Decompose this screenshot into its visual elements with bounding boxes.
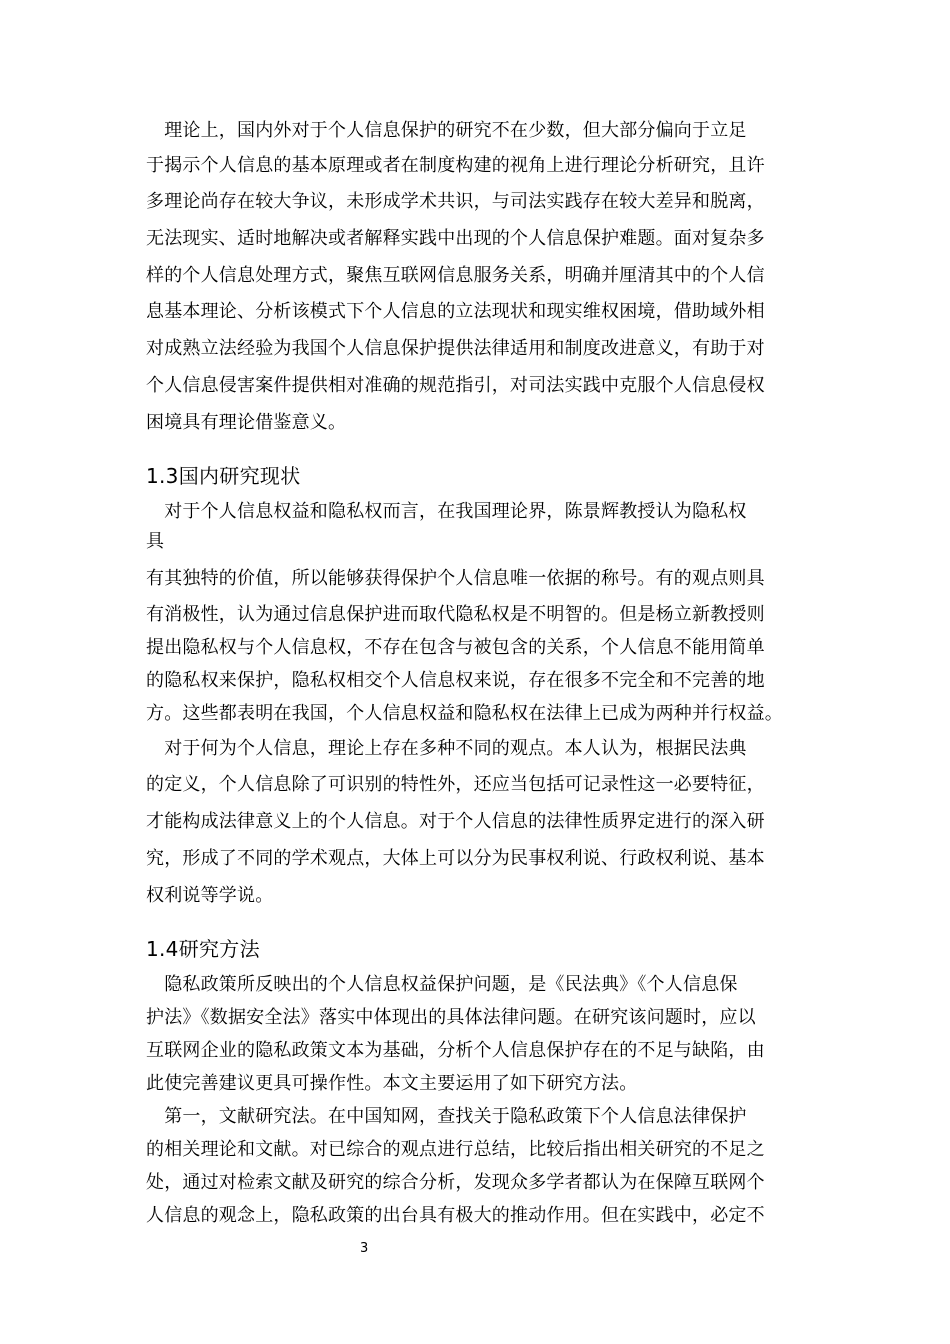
paragraph-line: 样的个人信息处理方式，聚焦互联网信息服务关系，明确并厘清其中的个人信: [146, 265, 765, 286]
paragraph-line: 对于何为个人信息，理论上存在多种不同的观点。本人认为，根据民法典: [146, 738, 747, 759]
page-number: 3: [360, 1241, 369, 1256]
paragraph-line: 的定义，个人信息除了可识别的特性外，还应当包括可记录性这一必要特征，: [146, 774, 765, 795]
paragraph-line: 有其独特的价值，所以能够获得保护个人信息唯一依据的称号。有的观点则具: [146, 568, 765, 589]
paragraph-line: 理论上，国内外对于个人信息保护的研究不在少数，但大部分偏向于立足: [146, 120, 747, 141]
section-heading-1-3: 1.3国内研究现状: [146, 464, 301, 488]
paragraph-line: 息基本理论、分析该模式下个人信息的立法现状和现实维权困境，借助域外相: [146, 301, 765, 322]
paragraph-line: 具: [146, 531, 165, 552]
paragraph-line: 此使完善建议更具可操作性。本文主要运用了如下研究方法。: [146, 1073, 638, 1094]
paragraph-line: 第一，文献研究法。在中国知网，查找关于隐私政策下个人信息法律保护: [146, 1106, 747, 1127]
paragraph-line: 多理论尚存在较大争议，未形成学术共识，与司法实践存在较大差异和脱离，: [146, 191, 765, 212]
paragraph-line: 人信息的观念上，隐私政策的出台具有极大的推动作用。但在实践中，必定不: [146, 1205, 765, 1226]
paragraph-line: 隐私政策所反映出的个人信息权益保护问题，是《民法典》《个人信息保: [146, 974, 738, 995]
paragraph-line: 个人信息侵害案件提供相对准确的规范指引，对司法实践中克服个人信息侵权: [146, 375, 765, 396]
paragraph-line: 护法》《数据安全法》落实中体现出的具体法律问题。在研究该问题时，应以: [146, 1007, 756, 1028]
paragraph-line: 无法现实、适时地解决或者解释实践中出现的个人信息保护难题。面对复杂多: [146, 228, 765, 249]
paragraph-line: 困境具有理论借鉴意义。: [146, 412, 347, 433]
paragraph-line: 才能构成法律意义上的个人信息。对于个人信息的法律性质界定进行的深入研: [146, 811, 765, 832]
paragraph-line: 究，形成了不同的学术观点，大体上可以分为民事权利说、行政权利说、基本: [146, 848, 765, 869]
section-heading-1-4: 1.4研究方法: [146, 937, 260, 961]
paragraph-line: 于揭示个人信息的基本原理或者在制度构建的视角上进行理论分析研究，且许: [146, 155, 765, 176]
paragraph-line: 互联网企业的隐私政策文本为基础，分析个人信息保护存在的不足与缺陷，由: [146, 1040, 765, 1061]
paragraph-line: 的隐私权来保护，隐私权相交个人信息权来说，存在很多不完全和不完善的地: [146, 670, 765, 691]
paragraph-line: 对成熟立法经验为我国个人信息保护提供法律适用和制度改进意义，有助于对: [146, 338, 765, 359]
paragraph-line: 对于个人信息权益和隐私权而言，在我国理论界，陈景辉教授认为隐私权: [146, 501, 747, 522]
paragraph-line: 的相关理论和文献。对已综合的观点进行总结，比较后指出相关研究的不足之: [146, 1139, 765, 1160]
paragraph-line: 方。这些都表明在我国，个人信息权益和隐私权在法律上已成为两种并行权益。: [146, 703, 783, 724]
paragraph-line: 权利说等学说。: [146, 885, 274, 906]
paragraph-line: 处，通过对检索文献及研究的综合分析，发现众多学者都认为在保障互联网个: [146, 1172, 765, 1193]
paragraph-line: 提出隐私权与个人信息权，不存在包含与被包含的关系，个人信息不能用简单: [146, 637, 765, 658]
paragraph-line: 有消极性，认为通过信息保护进而取代隐私权是不明智的。但是杨立新教授则: [146, 604, 765, 625]
